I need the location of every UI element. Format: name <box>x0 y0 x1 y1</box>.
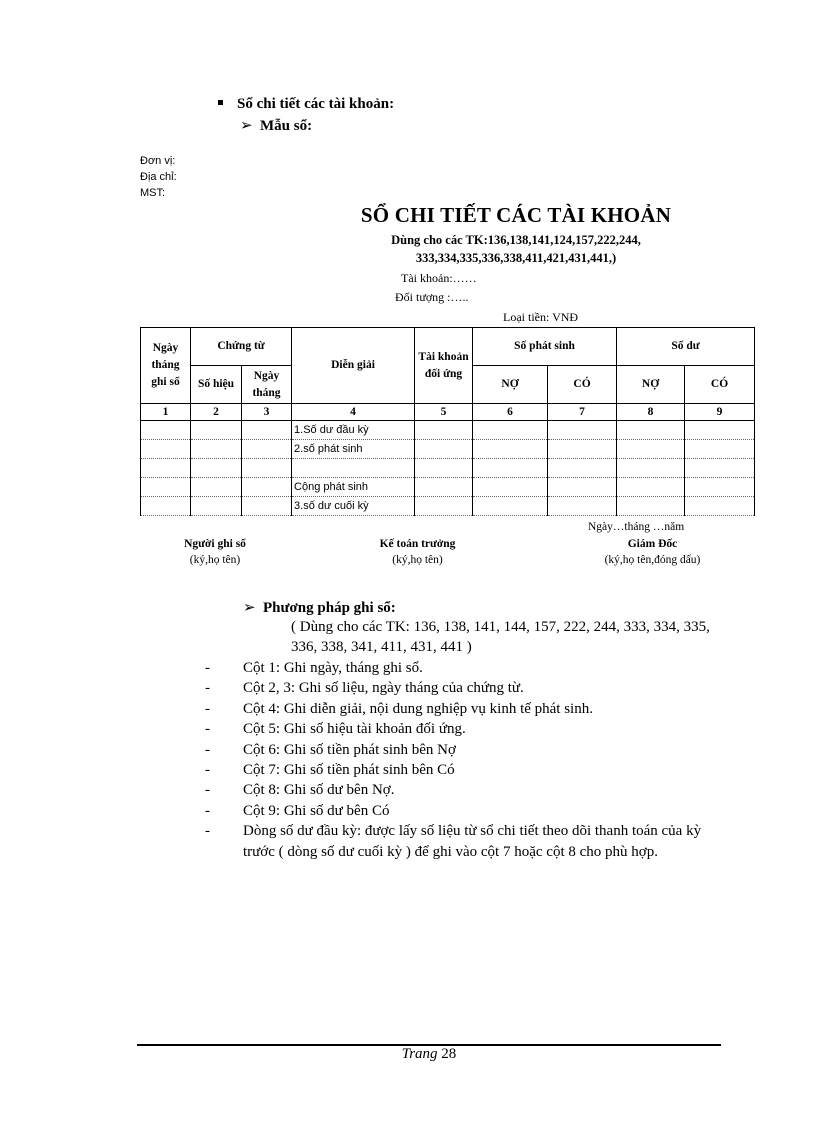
signature-date-line: Ngày…tháng …năm <box>588 521 685 533</box>
method-title <box>243 598 721 617</box>
unit-info <box>140 153 177 201</box>
column-number: 2 <box>191 404 242 421</box>
column-number-row <box>141 404 755 421</box>
chief-accountant-signature <box>350 538 485 566</box>
row-label: 1.Số dư đầu kỳ <box>292 421 415 440</box>
dash-bullet-icon: - <box>205 802 210 819</box>
dash-bullet-icon: - <box>205 660 210 676</box>
header-arising: Số phát sinh <box>473 328 617 366</box>
row-label: Cộng phát sinh <box>292 478 415 497</box>
column-number: 7 <box>548 404 617 421</box>
header-description: Diễn giải <box>292 328 415 404</box>
account-line: Tài khoản:…… <box>401 271 477 285</box>
header-debit-balance: NỢ <box>617 366 685 404</box>
list-item: - Cột 5: Ghi số hiệu tài khoản đối ứng. <box>205 719 725 739</box>
list-item: - Cột 9: Ghi số dư bên Có <box>205 801 725 821</box>
square-bullet-icon <box>218 100 223 105</box>
column-number: 4 <box>292 404 415 421</box>
list-item: - Cột 7: Ghi số tiền phát sinh bên Có <box>205 760 725 780</box>
form-subtitle-line1: Dùng cho các TK:136,138,141,124,157,222,244, <box>391 233 641 247</box>
page-footer <box>137 1046 721 1063</box>
row-label <box>292 459 415 478</box>
dash-bullet-icon: - <box>205 762 210 779</box>
column-number: 6 <box>473 404 548 421</box>
form-subtitle-line2: 333,334,335,336,338,411,421,431,441,) <box>415 251 617 265</box>
header-balance: Số dư <box>617 328 755 366</box>
column-number: 1 <box>141 404 191 421</box>
header-counter-account: Tài khoản đối ứng <box>415 328 473 404</box>
section-heading <box>218 96 394 113</box>
arrow-bullet-icon: ➢ <box>243 600 256 616</box>
table-row <box>141 421 755 440</box>
table-row <box>141 478 755 497</box>
section-heading-text: Sổ chi tiết các tài khoản: <box>237 96 395 112</box>
header-debit-arising: NỢ <box>473 366 548 404</box>
tax-code-label: MST: <box>140 187 166 199</box>
list-item: - Cột 4: Ghi diễn giải, nội dung nghiệp vụ kinh tế phát sinh. <box>205 699 725 719</box>
director-signature <box>580 538 725 566</box>
list-item: - Cột 8: Ghi số dư bên Nợ. <box>205 780 725 800</box>
director-note: (ký,họ tên,đóng dấu) <box>604 554 701 566</box>
dash-bullet-icon: - <box>205 700 210 717</box>
form-title: SỔ CHI TIẾT CÁC TÀI KHOẢN <box>360 203 672 227</box>
table-row <box>141 459 755 478</box>
page-number: 28 <box>441 1046 457 1062</box>
object-line: Đối tượng :….. <box>395 290 469 304</box>
method-title-text: Phương pháp ghi sổ: <box>263 600 396 616</box>
list-item: - Cột 2, 3: Ghi số liệu, ngày tháng của chứng từ. <box>205 678 725 698</box>
column-number: 9 <box>685 404 755 421</box>
header-voucher-date: Ngày tháng <box>242 366 292 404</box>
header-credit-arising: CÓ <box>548 366 617 404</box>
page-label: Trang <box>401 1046 438 1062</box>
row-label: 2.số phát sinh <box>292 440 415 459</box>
dash-bullet-icon: - <box>205 680 210 697</box>
list-item: - Cột 1: Ghi ngày, tháng ghi sổ. <box>205 658 725 678</box>
currency-line: Loại tiền: VNĐ <box>503 310 579 324</box>
header-date: Ngày tháng ghi sổ <box>141 328 191 404</box>
column-number: 5 <box>415 404 473 421</box>
header-voucher: Chứng từ <box>191 328 292 366</box>
method-lines <box>205 658 725 862</box>
column-number: 3 <box>242 404 292 421</box>
unit-label: Đơn vị: <box>140 155 176 167</box>
dash-bullet-icon: - <box>205 782 210 799</box>
table-row <box>141 497 755 516</box>
address-label: Địa chỉ: <box>140 171 177 183</box>
recorder-note: (ký,họ tên) <box>189 554 241 566</box>
method-usage: ( Dùng cho các TK: 136, 138, 141, 144, 157, 222, 244, 333, 334, 335, 336, 338, 341, 411, 431, 441 ) <box>291 619 710 655</box>
row-label: 3.số dư cuối kỳ <box>292 497 415 516</box>
dash-bullet-icon: - <box>205 823 210 840</box>
header-credit-balance: CÓ <box>685 366 755 404</box>
dash-bullet-icon: - <box>205 741 210 758</box>
column-number: 8 <box>617 404 685 421</box>
sub-heading <box>240 116 312 135</box>
header-voucher-no: Số hiệu <box>191 366 242 404</box>
dash-bullet-icon: - <box>205 721 210 738</box>
chief-accountant-note: (ký,họ tên) <box>392 554 443 566</box>
director-title: Giám Đốc <box>627 538 678 550</box>
arrow-bullet-icon: ➢ <box>240 118 253 134</box>
list-item: - Dòng số dư đầu kỳ: được lấy số liệu từ sổ chi tiết theo dõi thanh toán của kỳ trước ( dòng số dư cuối kỳ ) để ghi vào cột 7 hoặc cột 8 cho phù hợp. <box>205 823 702 860</box>
recorder-signature <box>150 538 280 566</box>
list-item: - Cột 6: Ghi số tiền phát sinh bên Nợ <box>205 740 725 760</box>
ledger-table <box>140 327 755 516</box>
sub-heading-text: Mẫu sổ: <box>260 118 313 134</box>
recorder-title: Người ghi sổ <box>184 538 246 550</box>
table-row <box>141 440 755 459</box>
method-section <box>243 598 721 657</box>
chief-accountant-title: Kế toán trưởng <box>379 538 456 550</box>
